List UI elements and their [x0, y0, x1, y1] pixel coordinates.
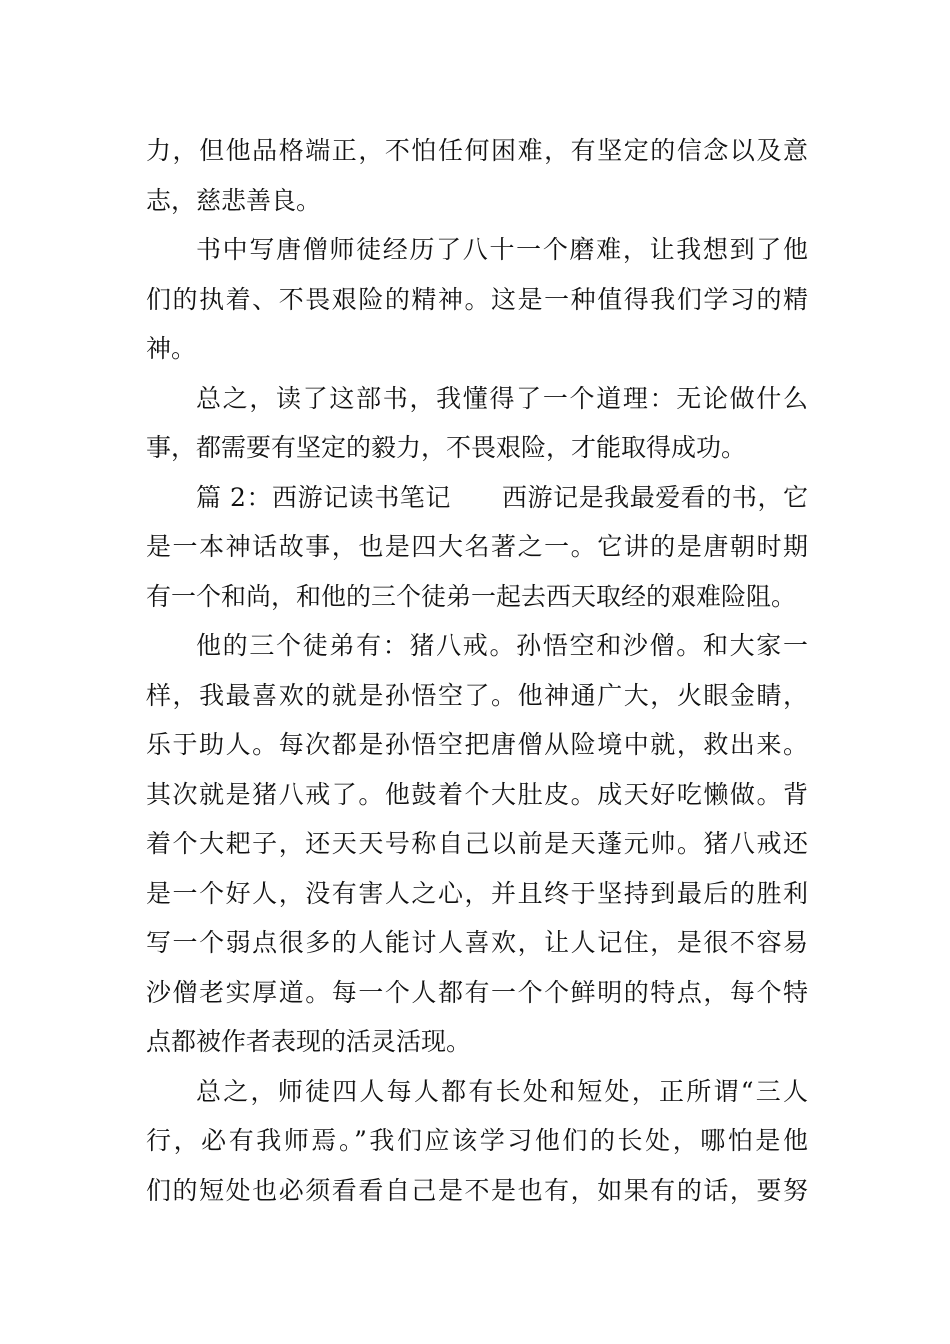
text-line: 他的三个徒弟有：猪八戒。孙悟空和沙僧。和大家一	[196, 631, 808, 660]
text-line: 总之，读了这部书，我懂得了一个道理：无论做什么	[196, 383, 808, 413]
text-line: 们的短处也必须看看自己是不是也有，如果有的话，要努	[146, 1175, 808, 1205]
text-line: 写一个弱点很多的人能讨人喜欢，让人记住，是很不容易	[146, 928, 808, 957]
text-line: 有一个和尚，和他的三个徒弟一起去西天取经的艰难险阻。	[146, 581, 797, 611]
text-line: 们的执着、不畏艰险的精神。这是一种值得我们学习的精	[146, 284, 808, 314]
text-line: 是一个好人，没有害人之心，并且终于坚持到最后的胜利	[146, 878, 808, 908]
text-line: 神。	[146, 334, 197, 363]
text-line: 点都被作者表现的活灵活现。	[146, 1027, 472, 1056]
text-line: 事，都需要有坚定的毅力，不畏艰险，才能取得成功。	[146, 433, 747, 462]
text-line: 志，慈悲善良。	[146, 185, 322, 215]
text-line: 着个大耙子，还天天号称自己以前是天蓬元帅。猪八戒还	[146, 829, 808, 858]
text-line: 力，但他品格端正，不怕任何困难，有坚定的信念以及意	[146, 136, 808, 165]
text-line: 行，必有我师焉。”我们应该学习他们的长处，哪怕是他	[146, 1126, 808, 1155]
text-line: 其次就是猪八戒了。他鼓着个大肚皮。成天好吃懒做。背	[146, 779, 808, 809]
text-line: 沙僧老实厚道。每一个人都有一个个鲜明的特点，每个特	[146, 977, 808, 1007]
text-line: 篇 2：西游记读书笔记 西游记是我最爱看的书，它	[196, 482, 808, 512]
text-line: 样，我最喜欢的就是孙悟空了。他神通广大，火眼金睛，	[146, 680, 808, 710]
document-body	[146, 126, 808, 1215]
text-line: 书中写唐僧师徒经历了八十一个磨难，让我想到了他	[196, 235, 808, 264]
text-line: 是一本神话故事，也是四大名著之一。它讲的是唐朝时期	[146, 532, 808, 561]
text-line: 乐于助人。每次都是孙悟空把唐僧从险境中就，救出来。	[146, 730, 808, 759]
text-line: 总之，师徒四人每人都有长处和短处，正所谓“三人	[196, 1076, 808, 1106]
